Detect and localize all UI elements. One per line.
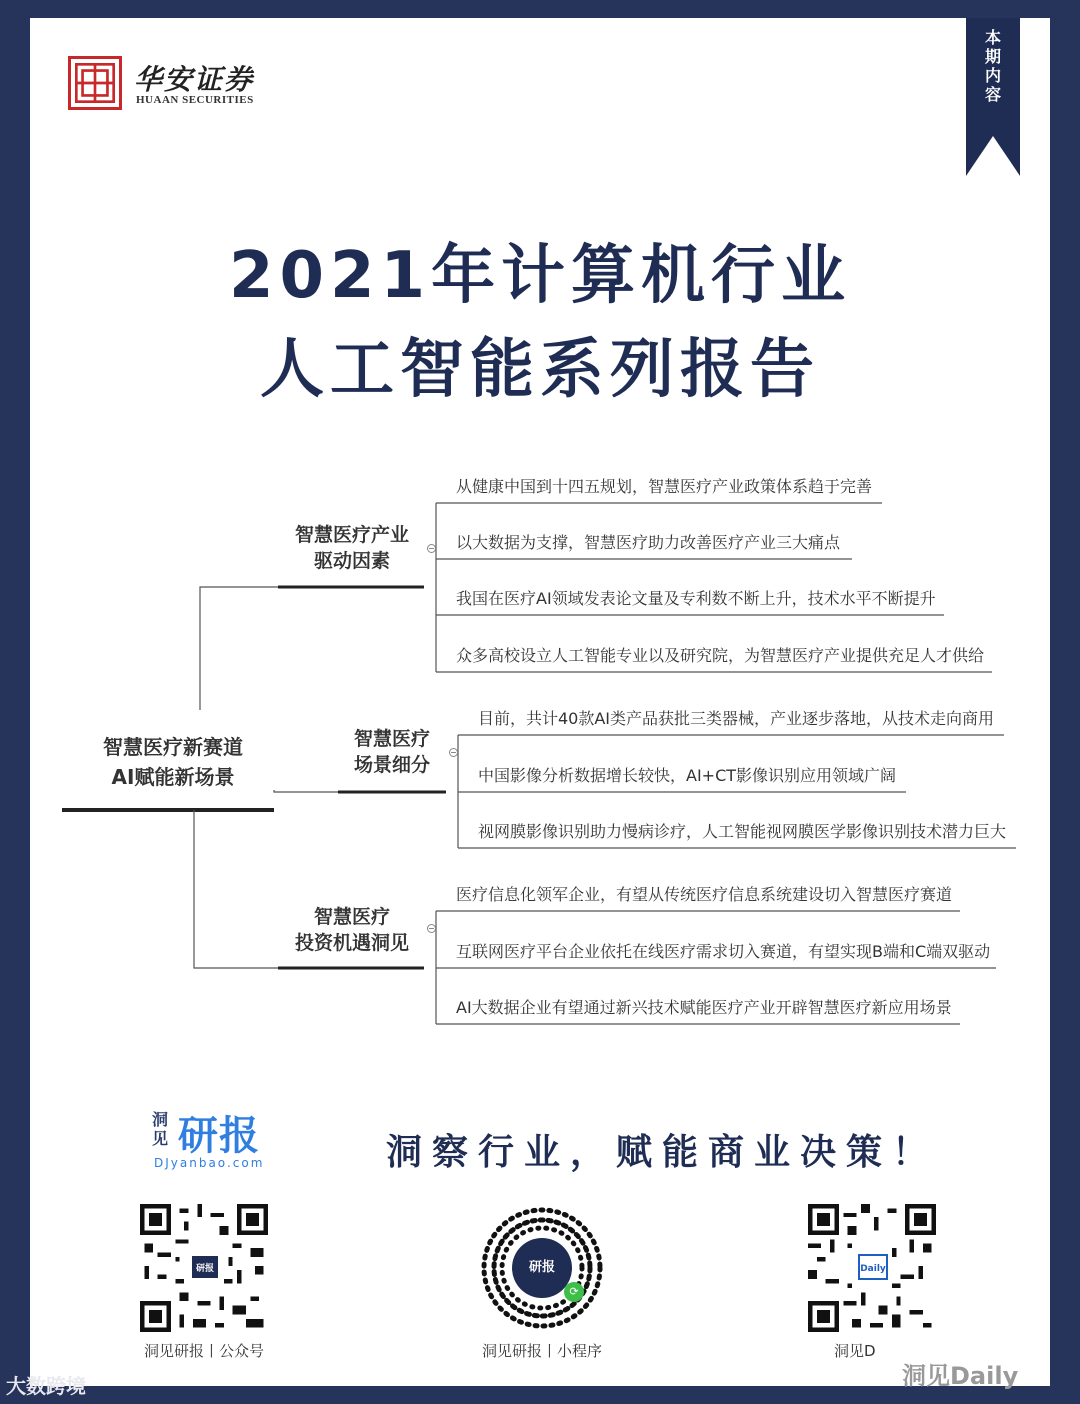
brand-small-text: 洞见 xyxy=(152,1110,169,1148)
qr-caption: 洞见研报丨公众号 xyxy=(143,1342,264,1360)
mind-map-root xyxy=(78,732,268,792)
mini-program-icon: ⟳ xyxy=(564,1282,584,1302)
page-title-line1: 2021年计算机行业 xyxy=(228,239,852,313)
branch-drivers xyxy=(280,522,424,574)
ribbon-char: 本 xyxy=(984,28,1001,47)
collapse-toggle-icon[interactable] xyxy=(427,544,436,553)
mind-map-leaf: 视网膜影像识别助力慢病诊疗，人工智能视网膜医学影像识别技术潜力巨大 xyxy=(478,822,1007,841)
qr-center-logo: Daily xyxy=(858,1254,888,1280)
logo-chinese-name: 华安证券 xyxy=(134,63,255,96)
mind-map-leaf: 中国影像分析数据增长较快，AI+CT影像识别应用领域广阔 xyxy=(478,766,897,785)
mind-map xyxy=(30,18,1050,1386)
qr-center-logo: 研报 xyxy=(190,1254,220,1280)
mind-map-leaf: 医疗信息化领军企业，有望从传统医疗信息系统建设切入智慧医疗赛道 xyxy=(456,885,953,904)
mini-program-code[interactable] xyxy=(478,1204,606,1332)
brand-big-text: 研报 xyxy=(178,1113,260,1159)
mind-map-leaf: 以大数据为支撑，智慧医疗助力改善医疗产业三大痛点 xyxy=(456,533,841,552)
djyanbao-logo xyxy=(152,1108,282,1178)
mind-map-leaf: 从健康中国到十四五规划，智慧医疗产业政策体系趋于完善 xyxy=(456,477,873,496)
branch-label: 投资机遇洞见 xyxy=(294,932,409,954)
slogan: 洞察行业，赋能商业决策！ xyxy=(386,1132,939,1173)
root-line: AI赋能新场景 xyxy=(111,765,235,789)
qr-caption: 洞见研报丨小程序 xyxy=(481,1342,602,1360)
logo-english-name: HUAAN SECURITIES xyxy=(136,94,254,106)
mind-map-leaf: 我国在医疗AI领域发表论文量及专利数不断上升，技术水平不断提升 xyxy=(456,589,936,608)
mind-map-leaf: 众多高校设立人工智能专业以及研究院，为智慧医疗产业提供充足人才供给 xyxy=(456,646,985,665)
mind-map-connectors xyxy=(30,18,1050,1386)
branch-label: 智慧医疗 xyxy=(313,906,390,928)
qr-code-daily[interactable] xyxy=(808,1204,936,1332)
branch-scenarios xyxy=(338,726,446,778)
mind-map-leaf: 目前，共计40款AI类产品获批三类器械，产业逐步落地，从技术走向商用 xyxy=(478,709,995,728)
branch-label: 场景细分 xyxy=(353,754,430,776)
ribbon-char: 内 xyxy=(984,66,1001,85)
mind-map-leaf: AI大数据企业有望通过新兴技术赋能医疗产业开辟智慧医疗新应用场景 xyxy=(456,998,952,1017)
branch-investment xyxy=(280,904,424,956)
ribbon-char: 容 xyxy=(984,85,1001,104)
mini-program-center-logo: 研报 xyxy=(512,1238,572,1298)
branch-label: 智慧医疗产业 xyxy=(294,524,409,546)
mind-map-leaf: 互联网医疗平台企业依托在线医疗需求切入赛道，有望实现B端和C端双驱动 xyxy=(456,942,991,961)
qr-caption: 洞见D xyxy=(834,1342,876,1360)
watermark-left: 大数跨境 xyxy=(6,1374,86,1398)
qr-code-official-account[interactable] xyxy=(140,1204,268,1332)
page-title-line2: 人工智能系列报告 xyxy=(260,333,820,407)
collapse-toggle-icon[interactable] xyxy=(427,924,436,933)
ribbon-char: 期 xyxy=(984,47,1001,66)
collapse-toggle-icon[interactable] xyxy=(449,748,458,757)
brand-url: DJyanbao.com xyxy=(154,1156,265,1170)
branch-label: 智慧医疗 xyxy=(353,728,430,750)
root-line: 智慧医疗新赛道 xyxy=(103,735,243,759)
report-cover xyxy=(30,18,1050,1390)
wechat-watermark: 洞见Daily xyxy=(902,1362,1019,1390)
branch-label: 驱动因素 xyxy=(313,550,390,572)
